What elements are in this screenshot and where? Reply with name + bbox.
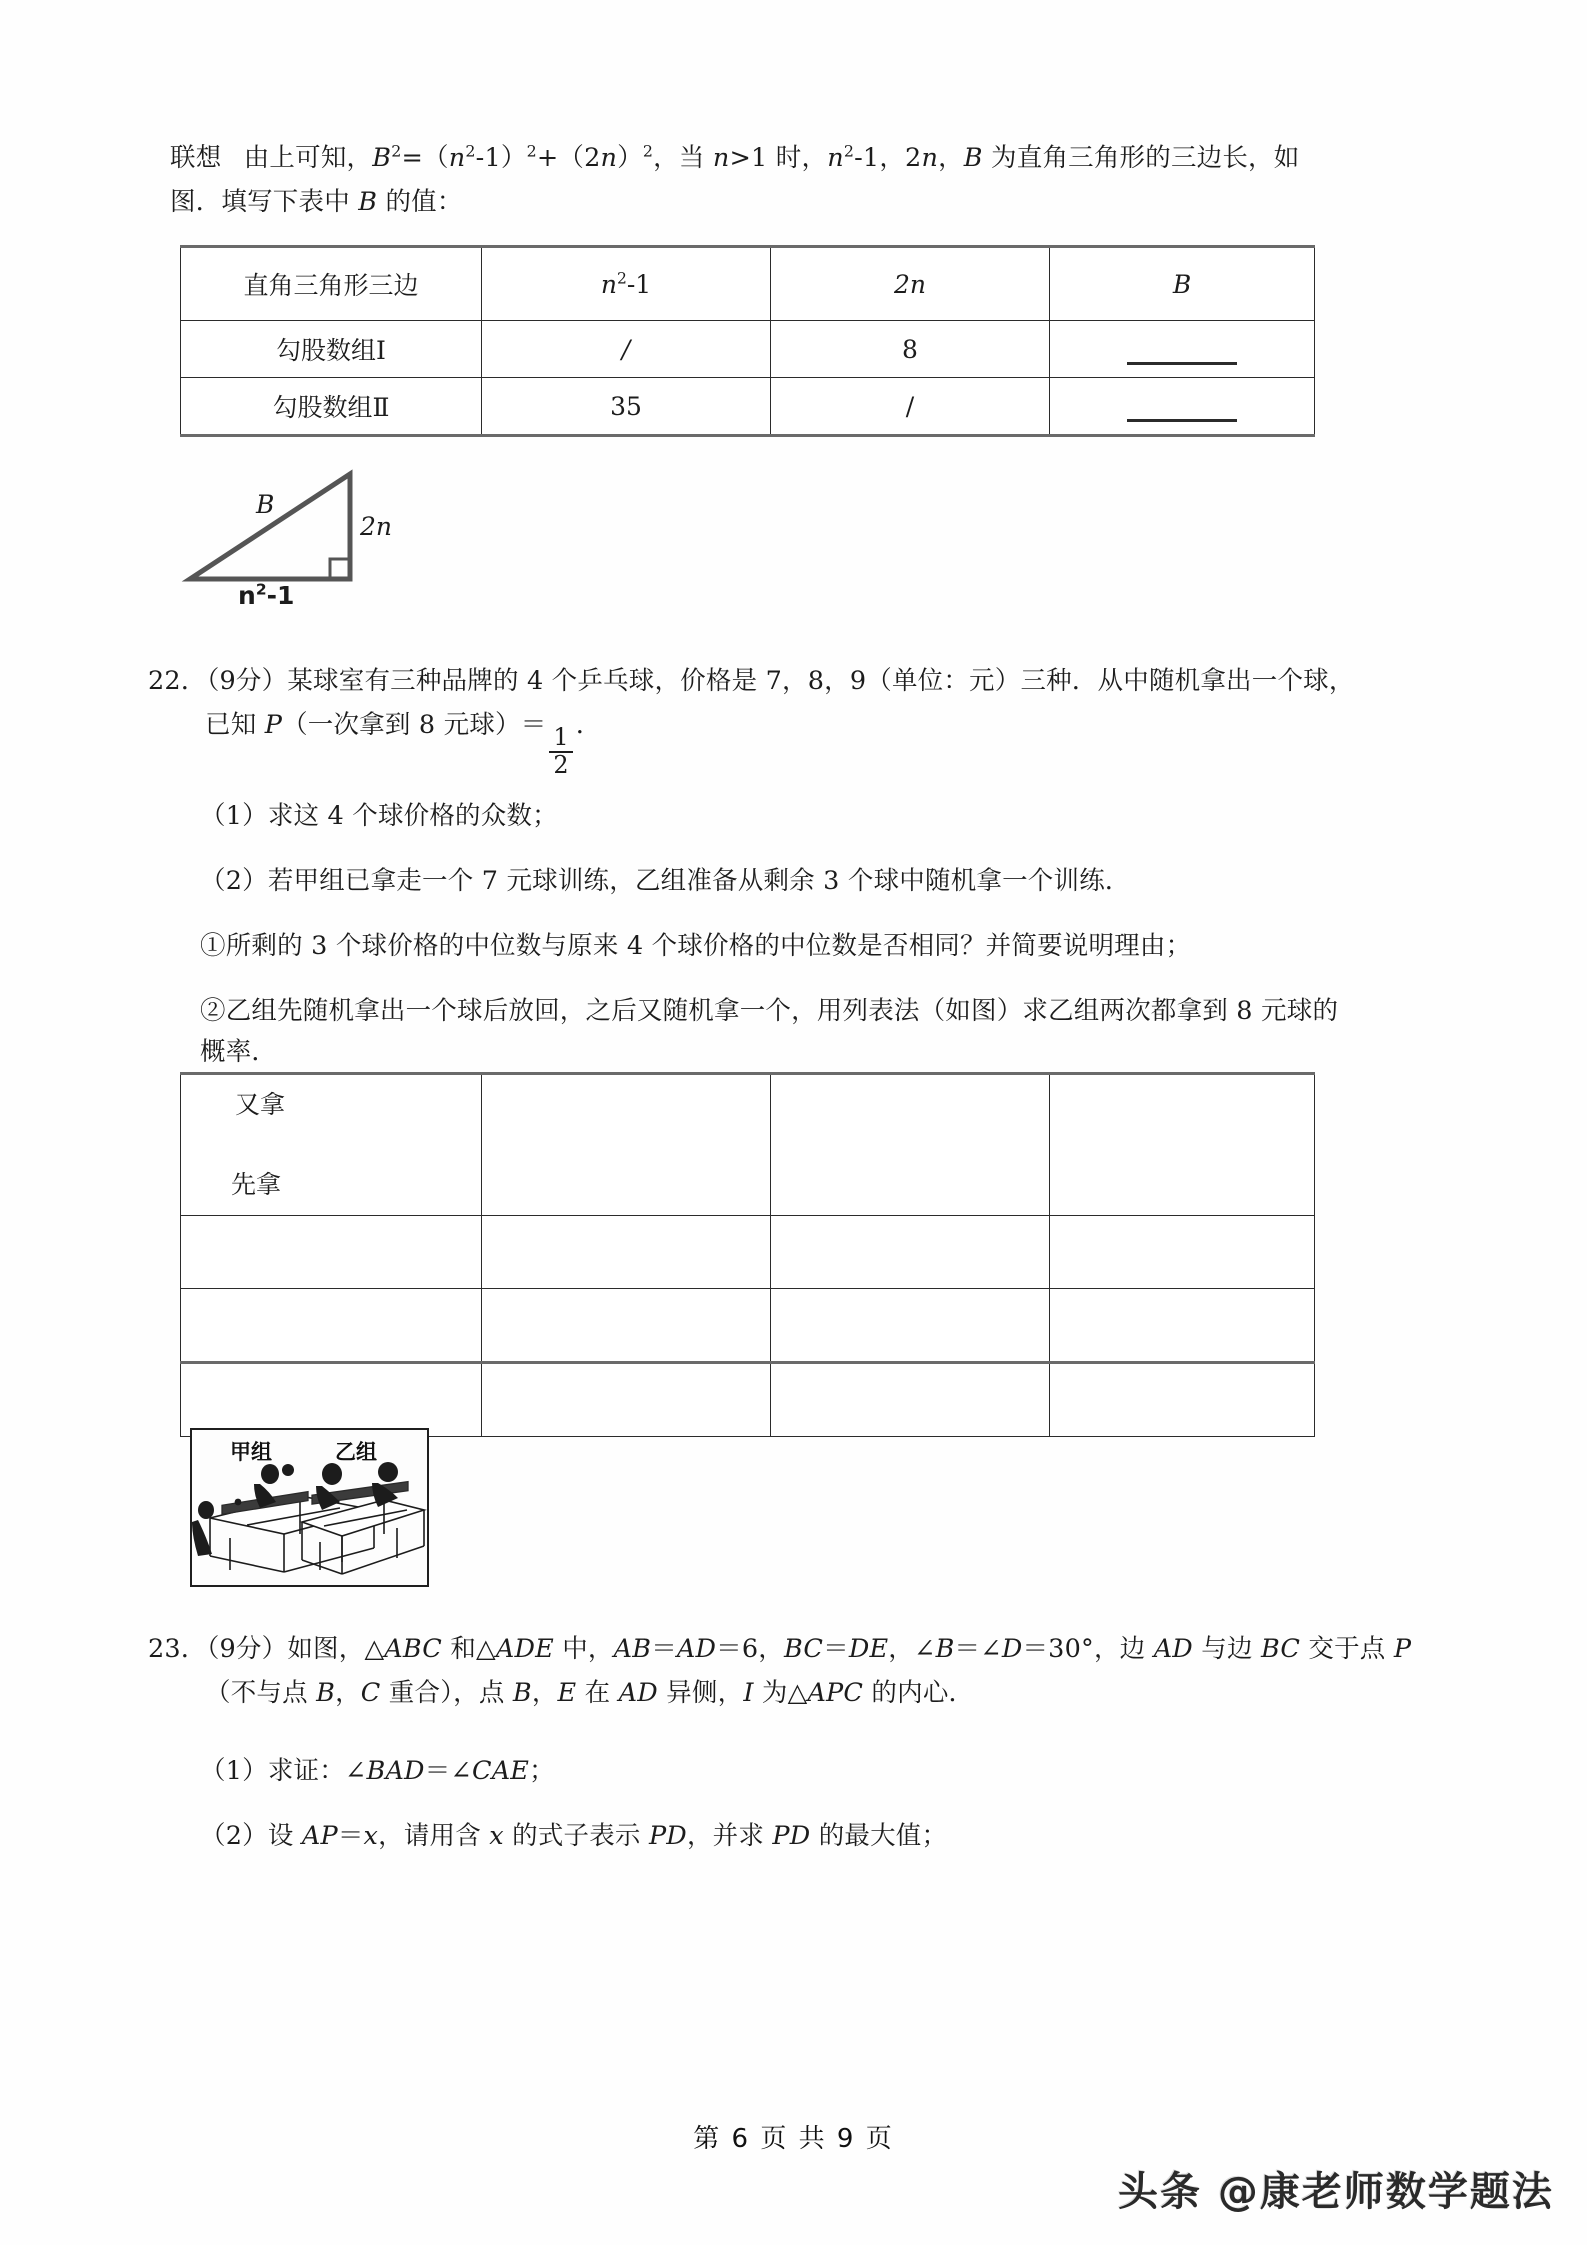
q23-stem-line-1	[148, 1628, 1411, 1671]
cell-row-3-col-2[interactable]	[771, 1363, 1050, 1437]
q23-t6: ＝	[823, 1634, 849, 1664]
triangle-hypotenuse-label: B	[256, 490, 275, 519]
footer-page-number: 第 6 页 共 9 页	[693, 2124, 894, 2154]
q23-stem-line-2	[205, 1672, 974, 1715]
cell-row-3-label[interactable]	[181, 1363, 482, 1437]
cell-row-2-label[interactable]	[181, 1289, 482, 1363]
cell-header-col-2[interactable]	[771, 1074, 1050, 1216]
tri-abc: ABC	[384, 1634, 443, 1664]
seg-de: DE	[848, 1634, 889, 1664]
lianxiang-line-1	[170, 137, 1299, 180]
cell-group-1-b-answer[interactable]	[1050, 321, 1315, 378]
cell-header-col-1[interactable]	[482, 1074, 771, 1216]
fraction-denominator: 2	[549, 751, 572, 778]
pythagorean-table	[180, 245, 1315, 437]
header-label-first-draw: 先拿	[231, 1170, 282, 1199]
q23-s2-i: ，并求	[686, 1821, 773, 1851]
formula-n-4: n	[827, 143, 844, 173]
right-triangle-figure	[178, 455, 408, 610]
q23-s1-a: （1）求证：∠	[200, 1756, 367, 1786]
cell-group-1-n2minus1: /	[482, 321, 771, 378]
seg-ad-2: AD	[1153, 1634, 1193, 1664]
q22-sub-2: （2）若甲组已拿走一个 7 元球训练，乙组准备从剩余 3 个球中随机拿一个训练．	[200, 866, 1131, 896]
cell-group-2-n2minus1: 35	[482, 378, 771, 436]
q23-t8: ＝∠	[954, 1634, 1002, 1664]
table-row-header	[181, 247, 1315, 321]
q23-t3: 中，	[553, 1634, 614, 1664]
angle-d: D	[1001, 1634, 1023, 1664]
q23-l2-e: 重合），点	[380, 1678, 513, 1708]
var-x-2: x	[489, 1821, 504, 1851]
header-label-second-draw: 又拿	[235, 1090, 286, 1119]
formula-n-5: n	[921, 143, 939, 173]
q23-t11: 交于点	[1300, 1634, 1394, 1664]
fraction-one-half	[549, 725, 572, 778]
formula-n-3: n	[712, 143, 730, 173]
table-row-header	[181, 1074, 1315, 1216]
q23-s2-k: 的最大值；	[810, 1821, 948, 1851]
cell-group-2-2n: /	[771, 378, 1050, 436]
base-label-tail: -1	[266, 581, 295, 610]
cell-row-1-col-2[interactable]	[771, 1216, 1050, 1289]
cell-group-2-b-answer[interactable]	[1050, 378, 1315, 436]
cell-row-1-col-1[interactable]	[482, 1216, 771, 1289]
seg-pd-2: PD	[772, 1821, 811, 1851]
cell-header-2n	[771, 247, 1050, 321]
table-row	[181, 1363, 1315, 1437]
cell-group-2-label: 勾股数组Ⅱ	[181, 378, 482, 436]
formula-n-2: n	[600, 143, 618, 173]
seg-ad: AD	[676, 1634, 717, 1664]
pingpong-group-b-label: 乙组	[335, 1440, 377, 1464]
listing-method-table	[180, 1072, 1315, 1437]
q23-sub-1	[200, 1750, 555, 1793]
cell-group-1-2n: 8	[771, 321, 1050, 378]
lianxiang-line-2	[170, 181, 463, 224]
formula-comma: ，当	[653, 143, 713, 173]
formula-paren-exp-1: 2	[526, 141, 537, 161]
point-b-2: B	[512, 1678, 532, 1708]
answer-blank-1[interactable]	[1127, 361, 1237, 365]
cell-row-2-col-1[interactable]	[482, 1289, 771, 1363]
seg-bc: BC	[784, 1634, 824, 1664]
table-row	[181, 1216, 1315, 1289]
head-n-tail: -1	[626, 269, 652, 299]
q23-s1-c: ＝∠	[424, 1756, 472, 1786]
q23-t10: 与边	[1192, 1634, 1261, 1664]
point-c: C	[360, 1678, 381, 1708]
formula-comma-2: ，	[938, 143, 964, 173]
formula-gt: >1 时，	[729, 143, 828, 173]
q22-points: （9分）	[206, 666, 288, 696]
point-b: B	[316, 1678, 336, 1708]
q22-sub-1: （1）求这 4 个球价格的众数；	[200, 801, 558, 831]
cell-row-3-col-1[interactable]	[482, 1363, 771, 1437]
q23-s2-a: （2）设	[200, 1821, 302, 1851]
q22-known-body: （一次拿到 8 元球）＝	[282, 710, 547, 740]
seg-ap: AP	[301, 1821, 338, 1851]
q23-s2-g: 的式子表示	[503, 1821, 649, 1851]
q23-t2: 和△	[442, 1634, 496, 1664]
head-2n: 2n	[893, 269, 926, 299]
cell-header-col-3[interactable]	[1050, 1074, 1315, 1216]
q22-known-prefix: 已知	[205, 710, 265, 740]
table-row	[181, 321, 1315, 378]
base-label-sup: 2	[255, 580, 267, 599]
seg-bc-2: BC	[1260, 1634, 1301, 1664]
formula-n-1: n	[448, 143, 466, 173]
q23-l2-g: ，	[531, 1678, 558, 1708]
base-label-base: n	[238, 581, 256, 610]
q23-l2-a: （不与点	[205, 1678, 317, 1708]
var-x: x	[363, 1821, 379, 1851]
head-b: B	[1172, 269, 1192, 299]
q23-t1: 如图，△	[287, 1634, 385, 1664]
q23-l2-m: 为△	[753, 1678, 808, 1708]
q22-stem-line-1	[148, 660, 1355, 703]
point-p: P	[1393, 1634, 1412, 1664]
cell-row-3-col-3[interactable]	[1050, 1363, 1315, 1437]
lianxiang-text-tail: 为直角三角形的三边长，如	[982, 143, 1300, 173]
q23-t4: ＝	[651, 1634, 677, 1664]
fraction-numerator: 1	[553, 723, 569, 752]
head-n-base: n	[600, 269, 617, 299]
tri-ade: ADE	[495, 1634, 554, 1664]
q22-stem-line-2	[205, 704, 602, 778]
cell-row-2-col-3[interactable]	[1050, 1289, 1315, 1363]
table-row	[181, 378, 1315, 436]
formula-b-exponent: 2	[391, 141, 402, 161]
cell-group-1-label: 勾股数组Ⅰ	[181, 321, 482, 378]
q23-l2-o: 的内心．	[863, 1678, 975, 1708]
answer-blank-2[interactable]	[1127, 418, 1237, 422]
seg-ab: AB	[613, 1634, 652, 1664]
watermark-attribution: 头条 @康老师数学题法	[1118, 2169, 1554, 2215]
formula-n-exp-2: 2	[843, 141, 855, 161]
q23-s1-e: ；	[529, 1756, 555, 1786]
head-n-sup: 2	[616, 269, 627, 288]
angle-cae: CAE	[471, 1756, 530, 1786]
triangle-base-label	[238, 581, 294, 610]
formula-eq: =（	[401, 143, 449, 173]
cell-row-1-label[interactable]	[181, 1216, 482, 1289]
formula-tail-3: -1，2	[854, 143, 922, 173]
cell-header-label: 直角三角形三边	[181, 247, 482, 321]
q22-sub-2-2-line1: ②乙组先随机拿出一个球后放回，之后又随机拿一个，用列表法（如图）求乙组两次都拿到 8 元球的	[200, 996, 1339, 1026]
q23-l2-i: 在	[576, 1678, 619, 1708]
lianxiang-line2-b: B	[358, 187, 378, 217]
q23-s2-c: ＝	[337, 1821, 364, 1851]
q23-sub-2	[200, 1815, 947, 1858]
seg-ad-3: AD	[618, 1678, 658, 1708]
pingpong-svg	[192, 1430, 427, 1585]
q23-points: （9分）	[206, 1634, 288, 1664]
q23-s2-e: ，请用含	[378, 1821, 490, 1851]
formula-b-2: B	[963, 143, 983, 173]
formula-paren-exp-2: 2	[642, 141, 654, 161]
cell-header-b	[1050, 247, 1315, 321]
q22-number: 22．	[148, 666, 207, 696]
q23-l2-c: ，	[335, 1678, 361, 1708]
table-row	[181, 1289, 1315, 1363]
q22-known-period: ．	[575, 710, 602, 740]
cell-header-n2minus1	[482, 247, 771, 321]
lianxiang-line2-c: 的值：	[377, 187, 463, 217]
q23-t7: ，∠	[888, 1634, 936, 1664]
q22-sub-2-1: ①所剩的 3 个球价格的中位数与原来 4 个球价格的中位数是否相同？并简要说明理由；	[200, 931, 1192, 961]
formula-tail-1: -1）	[475, 143, 527, 173]
q22-stem-text: 某球室有三种品牌的 4 个乒乓球，价格是 7，8，9（单位：元）三种．从中随机拿出一个球，	[287, 666, 1355, 696]
q22-sub-2-2-line2: 概率．	[200, 1037, 278, 1067]
q23-number: 23．	[148, 1634, 207, 1664]
formula-tail-2: ）	[617, 143, 643, 173]
triangle-vertical-label: 2n	[360, 512, 393, 541]
tri-apc: APC	[807, 1678, 864, 1708]
formula-b: B	[372, 143, 392, 173]
q23-t5: ＝6，	[716, 1634, 784, 1664]
angle-bad: BAD	[366, 1756, 425, 1786]
point-e: E	[557, 1678, 577, 1708]
corner-header-split	[181, 1075, 481, 1215]
seg-pd: PD	[648, 1821, 687, 1851]
cell-corner-header	[181, 1074, 482, 1216]
q23-t9: ＝30°，边	[1022, 1634, 1154, 1664]
probability-symbol: P	[264, 710, 283, 740]
cell-row-2-col-2[interactable]	[771, 1289, 1050, 1363]
pingpong-group-a-label: 甲组	[230, 1440, 272, 1464]
q23-l2-k: 异侧，	[657, 1678, 744, 1708]
formula-n-exp-1: 2	[465, 141, 476, 161]
cell-row-1-col-3[interactable]	[1050, 1216, 1315, 1289]
lianxiang-line2-a: 图．填写下表中	[170, 187, 359, 217]
pingpong-illustration	[190, 1428, 429, 1587]
point-i: I	[743, 1678, 754, 1708]
formula-plus: +（2	[536, 143, 601, 173]
lianxiang-text-a: 由上可知，	[243, 143, 373, 173]
lianxiang-keyword: 联想	[170, 143, 222, 173]
angle-b: B	[935, 1634, 955, 1664]
